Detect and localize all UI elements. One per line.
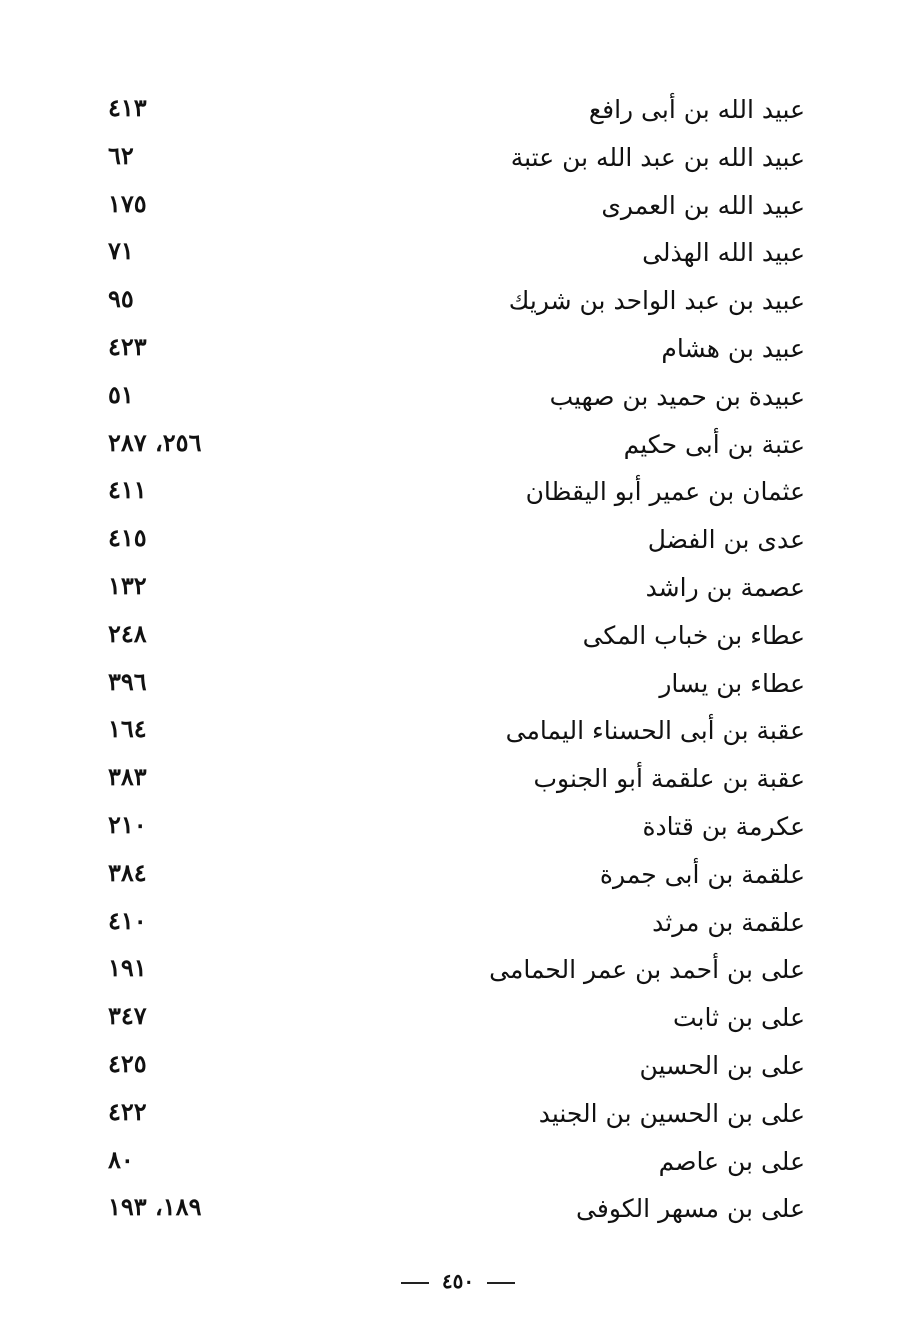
entry-name: عبيد بن عبد الواحد بن شريك <box>508 286 805 316</box>
entry-pages: ٣٨٣ <box>108 762 147 792</box>
entry-pages: ٤٢٥ <box>108 1048 147 1078</box>
entry-pages: ١٧٥ <box>108 188 147 218</box>
entry-pages: ٤١١ <box>108 475 147 505</box>
entry-name: عطاء بن يسار <box>659 668 805 698</box>
entry-name: على بن أحمد بن عمر الحمامى <box>489 955 805 985</box>
index-entry <box>100 1140 805 1188</box>
index-entry <box>100 1187 805 1235</box>
entry-pages: ١٦٤ <box>108 714 147 744</box>
entry-name: عصمة بن راشد <box>645 572 805 602</box>
entry-name: على بن مسهر الكوفى <box>576 1194 805 1224</box>
entry-pages: ٤١٣ <box>108 93 147 122</box>
index-entry <box>100 709 805 757</box>
entry-pages: ٣٤٧ <box>108 1001 147 1031</box>
entry-name: على بن ثابت <box>673 1003 805 1033</box>
entry-pages: ٢١٠ <box>108 809 147 839</box>
index-entry <box>100 518 805 566</box>
page-number-footer <box>0 1266 916 1296</box>
entry-name: عبيد الله بن العمرى <box>601 190 805 220</box>
entry-name: علقمة بن مرثد <box>652 907 805 937</box>
index-entry <box>100 996 805 1044</box>
index-entry <box>100 662 805 710</box>
entry-pages: ٣٨٤ <box>108 857 147 887</box>
index-entry <box>100 231 805 279</box>
index-entry <box>100 757 805 805</box>
index-entry <box>100 853 805 901</box>
entry-pages: ٦٢ <box>108 140 134 170</box>
entry-name: عدى بن الفضل <box>647 525 805 555</box>
entry-name: عبيد الله بن عبد الله بن عتبة <box>510 142 805 172</box>
index-entry <box>100 375 805 423</box>
index-entry <box>100 901 805 949</box>
index-entry <box>100 136 805 184</box>
entry-pages: ١٣٢ <box>108 570 147 600</box>
index-entry <box>100 88 805 136</box>
entry-name: عبيد الله بن أبى رافع <box>588 95 805 124</box>
index-entry <box>100 1044 805 1092</box>
entry-pages: ١٨٩، ١٩٣ <box>108 1192 202 1222</box>
entry-name: عثمان بن عمير أبو اليقظان <box>525 477 805 507</box>
entry-name: عبيدة بن حميد بن صهيب <box>549 381 805 411</box>
entry-pages: ٢٥٦، ٢٨٧ <box>108 427 202 457</box>
entry-name: علقمة بن أبى جمرة <box>599 859 805 889</box>
index-entry <box>100 470 805 518</box>
entry-pages: ٢٤٨ <box>108 618 147 648</box>
entry-pages: ٤٢٢ <box>108 1096 147 1126</box>
footer-dash-left <box>401 1282 429 1284</box>
entry-name: على بن الحسين بن الجنيد <box>538 1098 805 1128</box>
entry-pages: ٧١ <box>108 236 134 266</box>
index-entry <box>100 1092 805 1140</box>
entry-pages: ٤١٥ <box>108 523 147 553</box>
index-entry <box>100 184 805 232</box>
index-entry <box>100 948 805 996</box>
entry-name: عكرمة بن قتادة <box>642 811 805 841</box>
index-entry <box>100 327 805 375</box>
entry-pages: ٥١ <box>108 379 134 409</box>
index-entry <box>100 614 805 662</box>
entry-name: عتبة بن أبى حكيم <box>623 429 805 459</box>
entry-name: عقبة بن أبى الحسناء اليمامى <box>505 716 805 746</box>
index-entry <box>100 566 805 614</box>
entry-name: على بن الحسين <box>639 1050 805 1080</box>
index-entry <box>100 279 805 327</box>
footer-dash-right <box>487 1282 515 1284</box>
entry-name: عبيد الله الهذلى <box>642 238 805 268</box>
page-number: ٤٥٠ <box>441 1269 475 1293</box>
index-entry <box>100 423 805 471</box>
entry-pages: ٣٩٦ <box>108 666 147 696</box>
index-list <box>100 88 805 1235</box>
entry-name: عبيد بن هشام <box>661 333 805 363</box>
entry-name: على بن عاصم <box>658 1146 805 1176</box>
entry-pages: ٤٢٣ <box>108 331 147 361</box>
entry-pages: ٨٠ <box>108 1144 134 1174</box>
entry-name: عطاء بن خباب المكى <box>582 620 805 650</box>
entry-name: عقبة بن علقمة أبو الجنوب <box>533 764 805 794</box>
entry-pages: ٤١٠ <box>108 905 147 935</box>
entry-pages: ٩٥ <box>108 284 134 314</box>
entry-pages: ١٩١ <box>108 953 147 983</box>
index-entry <box>100 805 805 853</box>
